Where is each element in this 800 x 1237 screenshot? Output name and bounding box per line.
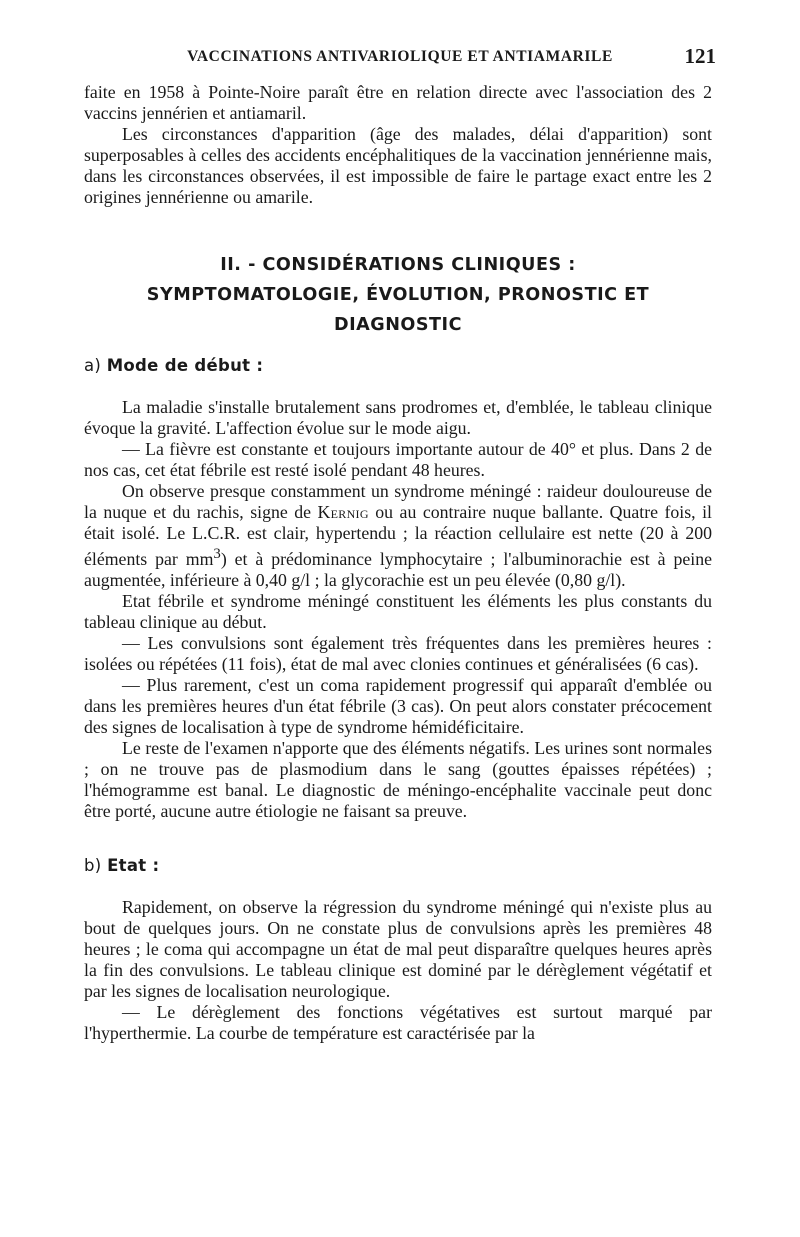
subsection-b-heading xyxy=(84,856,712,875)
subsection-a-heading xyxy=(84,356,712,375)
paragraph-a-2: — La fièvre est constante et toujours importante autour de 40° et plus. Dans 2 de nos cas, cet état fébrile est resté isolé pendant 48 heures. xyxy=(84,439,712,480)
paragraph-a-3-part-1: On observe presque constamment un syndrome méningé : raideur douloureuse de la nuque et du rachis, signe de xyxy=(84,481,712,522)
intro-paragraph-1: faite en 1958 à Pointe-Noire paraît être en relation directe avec l'association des 2 vaccins jennérien et antiamaril. xyxy=(84,82,712,123)
paragraph-a-5: — Les convulsions sont également très fréquentes dans les premières heures : isolées ou répétées (11 fois), état de mal avec clonies continues et généralisées (6 cas). xyxy=(84,632,712,674)
paragraph-b-1: Rapidement, on observe la régression du syndrome méningé qui n'existe plus au bout de quelques jours. On ne constate plus de convulsions après les premières 48 heures ; le coma qui accompagne un état de mal peut disparaître quelques heures après la fin des convulsions. Le tableau clinique est dominé par le dérèglement végétatif et par les signes de localisation neurologique. xyxy=(84,896,712,1001)
section-heading-line-2: SYMPTOMATOLOGIE, ÉVOLUTION, PRONOSTIC ET DIAGNOSTIC xyxy=(146,285,650,335)
paragraph-a-3-part-2: ou au contraire nuque ballante. Quatre fois, il était isolé. Le L.C.R. est clair, hypertendu ; la réaction cellulaire est nette (20 à 200 éléments par mm xyxy=(84,502,712,569)
paragraph-a-4: Etat fébrile et syndrome méningé constituent les éléments les plus constants du tableau clinique au début. xyxy=(84,590,712,632)
paragraph-a-7: Le reste de l'examen n'apporte que des éléments négatifs. Les urines sont normales ; on ne trouve pas de plasmodium dans le sang (gouttes épaisses répétées) ; l'hémogramme est banal. Le diagnostic de méningo-encéphalite vaccinale peut donc être porté, aucune autre étiologie ne faisant sa preuve. xyxy=(84,737,712,821)
page-number: 121 xyxy=(684,44,716,68)
author-name-kernig: Kernig xyxy=(317,502,369,522)
paragraph-a-1: La maladie s'installe brutalement sans prodromes et, d'emblée, le tableau clinique évoque la gravité. L'affection évolue sur le mode aigu. xyxy=(84,397,712,438)
running-header xyxy=(84,44,716,72)
paragraph-a-6: — Plus rarement, c'est un coma rapidement progressif qui apparaît d'emblée ou dans les premières heures d'un état fébrile (3 cas). On peut alors constater précocement des signes de localisation à type de syndrome hémidéficitaire. xyxy=(84,674,712,737)
subsection-a-letter: a) xyxy=(84,356,102,375)
section-heading-line-1: II. - CONSIDÉRATIONS CLINIQUES : xyxy=(220,255,576,275)
paragraph-b-2: — Le dérèglement des fonctions végétatives est surtout marqué par l'hyperthermie. La courbe de température est caractérisée par la xyxy=(84,1001,712,1043)
section-heading xyxy=(84,250,712,340)
running-title: VACCINATIONS ANTIVARIOLIQUE ET ANTIAMARILE xyxy=(187,48,613,65)
body-text xyxy=(84,82,712,1044)
superscript-3: 3 xyxy=(213,546,221,562)
intro-paragraph-2: Les circonstances d'apparition (âge des malades, délai d'apparition) sont superposables à celles des accidents encéphalitiques de la vaccination jennérienne mais, dans les circonstances observées, il est impossible de faire le partage exact entre les 2 origines jennérienne ou amarile. xyxy=(84,124,712,207)
subsection-a-title: Mode de début : xyxy=(106,356,264,375)
subsection-b-title: Etat : xyxy=(107,855,160,875)
paragraph-a-3 xyxy=(84,481,712,591)
subsection-b-letter: b) xyxy=(84,855,102,875)
paragraph-a-3-part-3: ) et à prédominance lymphocytaire ; l'albuminorachie est à peine augmentée, inférieure à 0,40 g/l ; la glycorachie est un peu élevée (0,80 g/l). xyxy=(84,548,712,590)
